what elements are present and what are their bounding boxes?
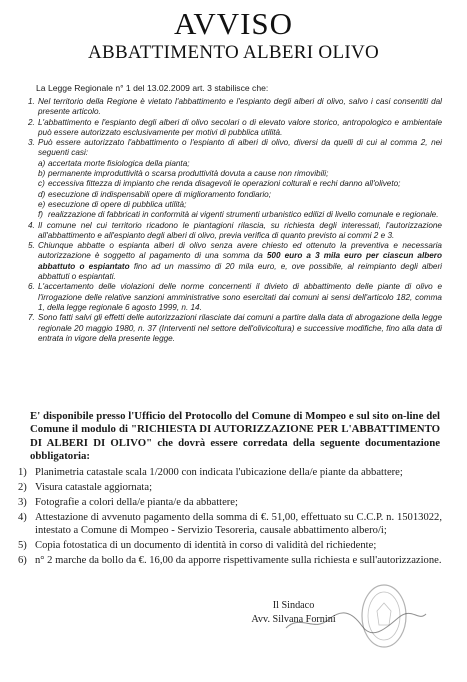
law-subitem [28, 190, 442, 200]
law-item-text: L'accertamento delle violazioni delle norme concernenti il divieto di abbattimento delle piante di olivo e l'irrogazione delle relative sanzioni amministrative sono esercitati dai comuni ai sensi dell'articolo 182, comma 1, della legge regionale 6 agosto 1999, n. 14. [38, 282, 442, 312]
law-item [28, 241, 442, 282]
document-item [18, 554, 442, 567]
law-subitem [28, 210, 442, 220]
signatory-name: Avv. Silvana Fornini [251, 614, 336, 625]
document-item [18, 539, 442, 552]
required-documents-list [18, 466, 442, 569]
page-title: AVVISO [173, 6, 294, 41]
law-subitem [28, 179, 442, 189]
law-item [28, 138, 442, 159]
law-subitem-letter: b) [38, 169, 46, 179]
law-subitem-text: permanente improduttività o scarsa produttività dovuta a cause non rimovibili; [48, 169, 329, 179]
page-subtitle: ABBATTIMENTO ALBERI OLIVO [87, 42, 380, 63]
law-subitem-letter: f) [38, 210, 44, 220]
law-subitem-text: eccessiva fittezza di impianto che renda disagevoli le operazioni colturali e rechi danno all'oliveto; [48, 179, 401, 189]
law-item-text: L'abbattimento e l'espianto degli alberi di olivo secolari o di elevato valore storico, antropologico e ambientale può essere autorizzato esclusivamente per motivi di pubblica utilità. [38, 117, 442, 137]
document-number: 5) [18, 540, 27, 551]
signatory-role: Il Sindaco [272, 600, 315, 611]
document-text: Attestazione di avvenuto pagamento della somma di €. 51,00, effettuato su C.C.P. n. 15013022, intestato a Comune di Mompeo - Servizio Tesoreria, causale abbattimento albero/i; [35, 512, 442, 536]
law-subitem-letter: c) [38, 179, 45, 189]
document-item [18, 466, 442, 479]
law-item-text-part: Chiunque abbatte o espianta alberi di olivo senza avere chiesto ed ottenuto la preventiva e necessaria autorizzazione è soggetto al pagamento di una somma da [38, 241, 442, 261]
law-subitem-letter: a) [38, 158, 46, 168]
document-text: Copia fotostatica di un documento di identità in corso di validità del richiedente; [35, 540, 377, 551]
availability-notice: E' disponibile presso l'Ufficio del Protocollo del Comune di Mompeo e sul sito on-line del Comune il modulo di "RICHIESTA DI AUTORIZZAZIONE PER L'ABBATTIMENTO DI ALBERI DI OLIVO" che dovrà essere corredata della seguente documentazione obbligatoria: [30, 410, 440, 463]
document-text: Visura catastale aggiornata; [35, 482, 153, 493]
law-subitem [28, 200, 442, 210]
law-text [28, 97, 442, 344]
law-subitem [28, 159, 442, 169]
law-subitem [28, 169, 442, 179]
law-item-number: 7. [28, 313, 35, 323]
law-item-number: 2. [28, 117, 35, 127]
document-text: Planimetria catastale scala 1/2000 con indicata l'ubicazione della/e piante da abbattere; [35, 467, 403, 478]
law-item-number: 1. [28, 97, 35, 106]
document-number: 6) [18, 555, 27, 566]
law-item [28, 221, 442, 242]
law-subitem-letter: e) [38, 199, 46, 209]
law-item [28, 118, 442, 139]
document-number: 4) [18, 512, 27, 523]
law-item [28, 313, 442, 344]
law-item-text: Può essere autorizzato l'abbattimento o l'espianto di alberi di olivo, diversi da quelli di cui al comma 2, nei seguenti casi: [38, 138, 442, 158]
law-item-text: Sono fatti salvi gli effetti delle autorizzazioni rilasciate dai comuni a partire dalla data di abrogazione della legge regionale 20 maggio 1980, n. 37 (Interventi nel settore dell'olivicoltura) e successive modifiche, fino alla data di entrata in vigore della presente legge. [38, 313, 442, 343]
document-item [18, 496, 442, 509]
law-item [28, 282, 442, 313]
law-item-number: 3. [28, 138, 35, 148]
law-item [28, 97, 442, 118]
law-item-number: 5. [28, 241, 35, 251]
document-item [18, 481, 442, 494]
document-text: Fotografie a colori della/e pianta/e da abbattere; [35, 497, 238, 508]
law-item-text: Il comune nel cui territorio ricadono le piantagioni rilascia, su richiesta degli interessati, l'autorizzazione all'abbattimento e all'espianto degli alberi di olivo, previa verifica di quanto previsto ai commi 2 e 3. [38, 220, 442, 240]
law-item-number: 4. [28, 220, 35, 230]
document-text: n° 2 marche da bollo da €. 16,00 da apporre rispettivamente sulla richiesta e sull'autorizzazione. [35, 555, 442, 566]
law-subitem-text: esecuzione di indispensabili opere di miglioramento fondiario; [48, 189, 272, 199]
document-number: 1) [18, 467, 27, 478]
law-subitem-letter: d) [38, 189, 46, 199]
document-number: 3) [18, 497, 27, 508]
document-number: 2) [18, 482, 27, 493]
document-item [18, 511, 442, 537]
law-subitem-text: realizzazione di fabbricati in conformità ai vigenti strumenti urbanistico edilizi di livello comunale e regionale. [48, 210, 439, 220]
law-intro: La Legge Regionale n° 1 del 13.02.2009 art. 3 stabilisce che: [36, 83, 269, 93]
law-subitem-text: accertata morte fisiologica della pianta; [48, 158, 190, 168]
law-item-text-part: fino ad un massimo di 20 mila euro, e, ove possibile, al reimpianto degli alberi abbattuti o espiantati. [38, 261, 442, 282]
law-subitem-text: esecuzione di opere di pubblica utilità; [48, 199, 187, 209]
law-item-number: 6. [28, 282, 35, 292]
law-item-text: Nel territorio della Regione è vietato l'abbattimento e l'espianto degli alberi di olivo, salvo i casi consentiti dal presente articolo. [38, 97, 442, 117]
law-item-text [38, 241, 442, 282]
penalty-amount: 500 euro a 3 mila euro per ciascun albero abbattuto o espiantato [38, 251, 442, 271]
